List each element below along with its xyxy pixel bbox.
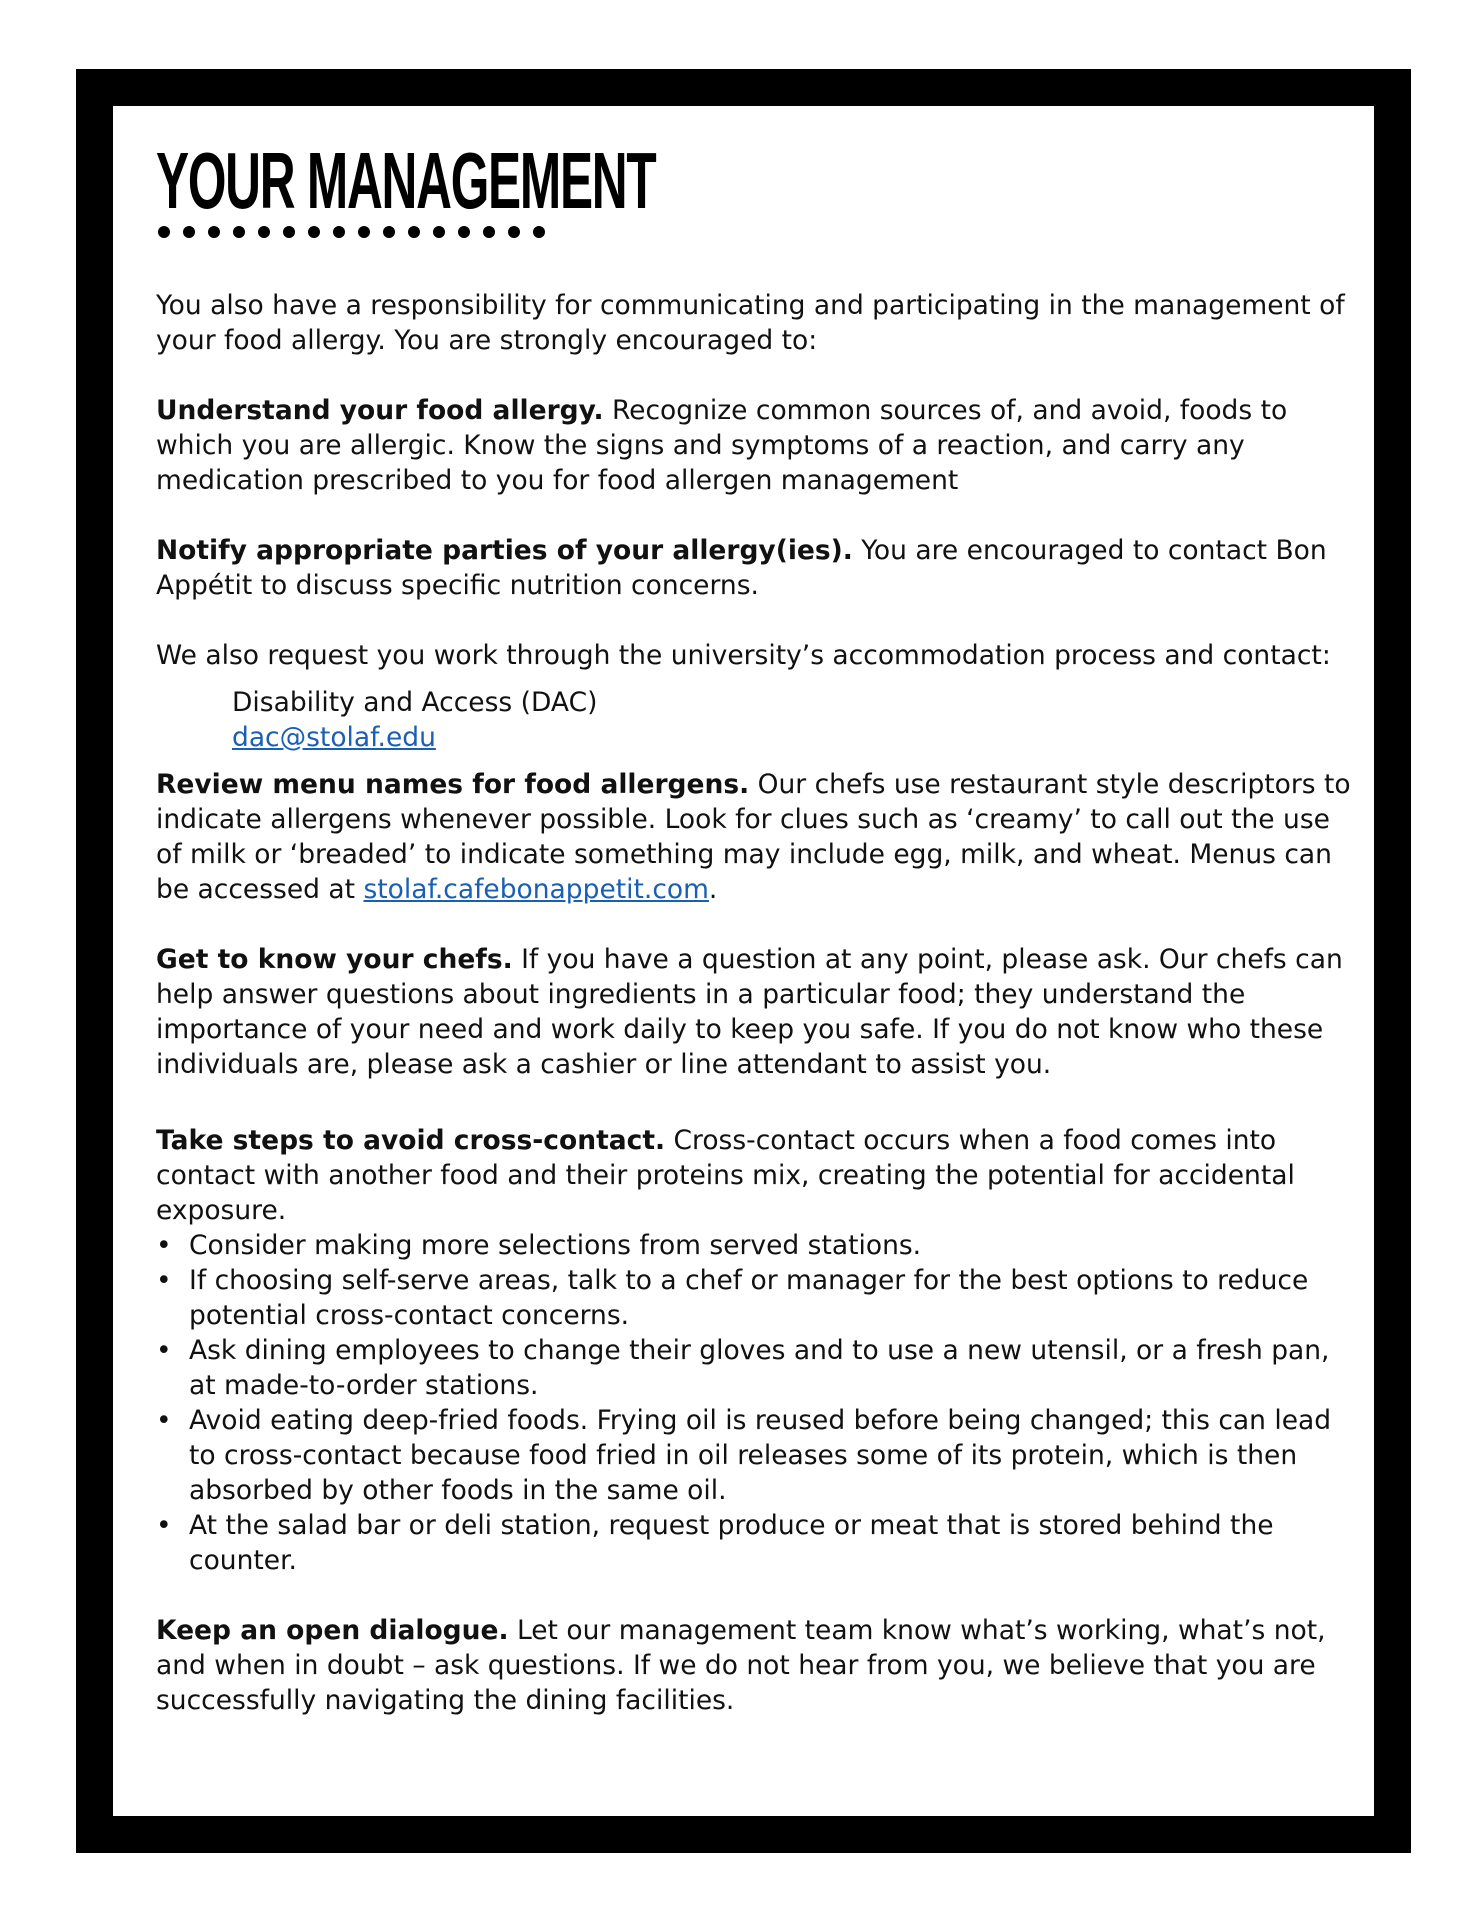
review-after: .	[708, 874, 718, 905]
contact-name: Disability and Access (DAC)	[232, 687, 598, 718]
menu-website-link[interactable]: stolaf.cafebonappetit.com	[363, 874, 709, 905]
list-item: • Ask dining employees to change their gloves and to use a new utensil, or a fresh pan, at made-to-order stations.	[156, 1335, 1330, 1401]
request-paragraph: We also request you work through the university’s accommodation process and contact:	[156, 640, 1331, 671]
cross-text: Cross-contact occurs when a food comes into contact with another food and their proteins mix, creating the potential for accidental exposure.	[156, 1125, 1295, 1226]
notify-heading: Notify appropriate parties of your allergy(ies).	[156, 535, 853, 566]
understand-paragraph	[156, 393, 1356, 498]
notify-paragraph	[156, 533, 1356, 603]
review-text: Our chefs use restaurant style descriptors to indicate allergens whenever possible. Look for clues such as ‘creamy’ to call out the use of milk or ‘breaded’ to indicate something may include egg, milk, and wheat. Menus can be accessed at	[156, 769, 1351, 905]
contact-email-line	[156, 720, 1356, 755]
list-item: • If choosing self-serve areas, talk to a chef or manager for the best options to reduce potential cross-contact concerns.	[156, 1265, 1309, 1331]
contact-email-link[interactable]: dac@stolaf.edu	[232, 722, 436, 753]
chefs-paragraph	[156, 942, 1356, 1082]
dialogue-text: Let our management team know what’s working, what’s not, and when in doubt – ask questions. If we do not hear from you, we believe that you are successfully navigating the dining facilities.	[156, 1615, 1326, 1716]
list-item: • Consider making more selections from served stations.	[156, 1230, 922, 1261]
chefs-text: If you have a question at any point, please ask. Our chefs can help answer questions about ingredients in a particular food; they understand the importance of your need and work daily to keep you safe. If you do not know who these individuals are, please ask a cashier or line attendant to assist you.	[156, 944, 1343, 1080]
review-paragraph	[156, 767, 1356, 907]
cross-heading: Take steps to avoid cross-contact.	[156, 1125, 666, 1156]
dotted-divider	[156, 226, 556, 240]
dialogue-heading: Keep an open dialogue.	[156, 1615, 509, 1646]
cross-contact-list	[156, 1228, 1356, 1578]
understand-text: Recognize common sources of, and avoid, foods to which you are allergic. Know the signs and symptoms of a reaction, and carry any medication prescribed to you for food allergen management	[156, 395, 1288, 496]
list-item: • At the salad bar or deli station, request produce or meat that is stored behind the counter.	[156, 1510, 1274, 1576]
list-item: • Avoid eating deep-fried foods. Frying oil is reused before being changed; this can lead to cross-contact because food fried in oil releases some of its protein, which is then absorbed by other foods in the same oil.	[156, 1405, 1332, 1506]
page-title: YOUR MANAGEMENT	[156, 136, 656, 225]
review-heading: Review menu names for food allergens.	[156, 769, 750, 800]
body-text	[156, 288, 1356, 1718]
understand-heading: Understand your food allergy.	[156, 395, 604, 426]
chefs-heading: Get to know your chefs.	[156, 944, 513, 975]
dialogue-paragraph	[156, 1613, 1356, 1718]
notify-text: You are encouraged to contact Bon Appétit to discuss specific nutrition concerns.	[156, 535, 1327, 601]
intro-paragraph: You also have a responsibility for communicating and participating in the management of your food allergy. You are strongly encouraged to:	[156, 290, 1345, 356]
cross-paragraph	[156, 1123, 1356, 1228]
